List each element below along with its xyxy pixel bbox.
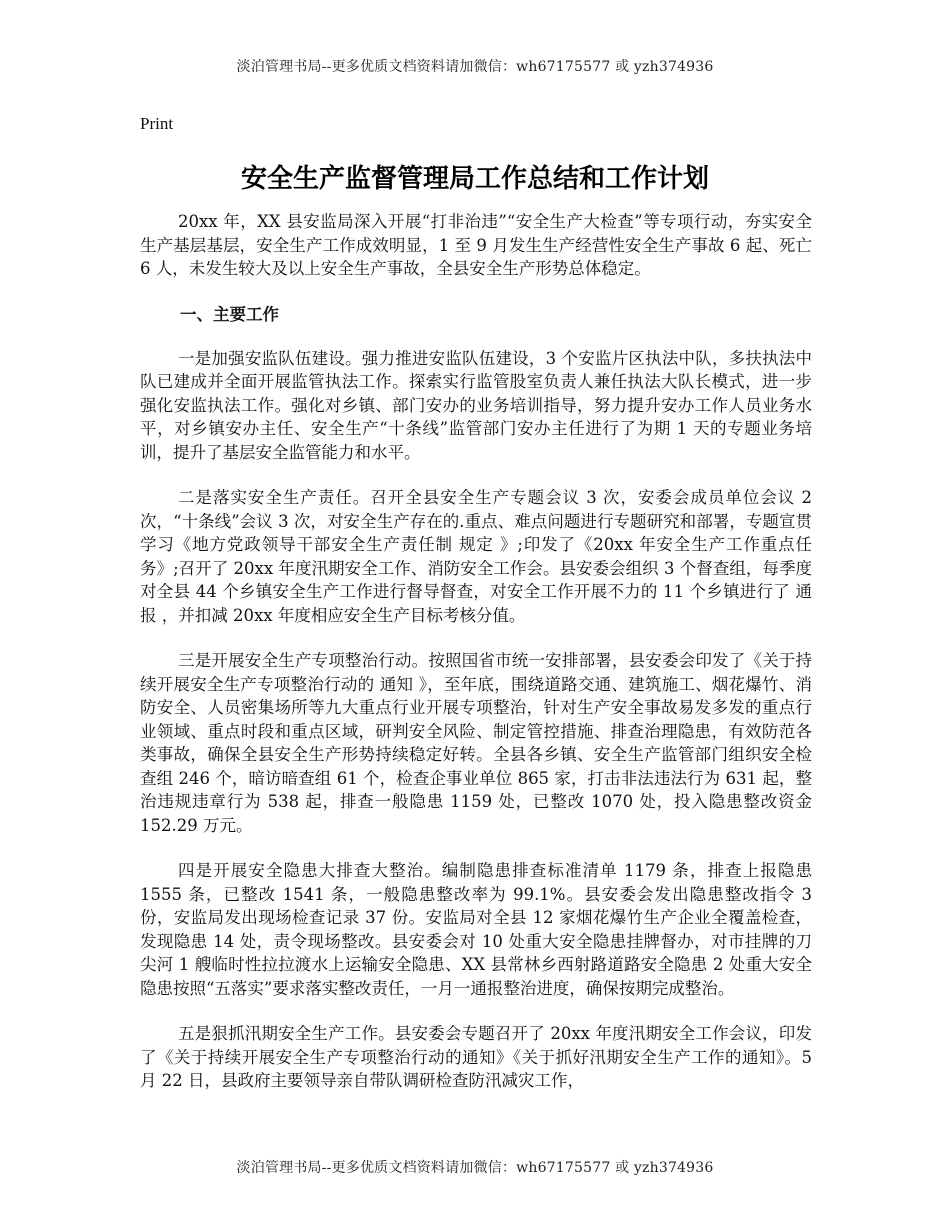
page-footer: 淡泊管理书局--更多优质文档资料请加微信：wh67175577 或 yzh374936 bbox=[236, 1160, 714, 1176]
document-title: 安全生产监督管理局工作总结和工作计划 bbox=[240, 164, 709, 194]
document-body bbox=[140, 210, 812, 1115]
paragraph-1: 一是加强安监队伍建设。强力推进安监队伍建设，3 个安监片区执法中队，多扶执法中队已建成并全面开展监管执法工作。探索实行监管股室负责人兼任执法大队长模式，进一步强化安监执法工作。强化对乡镇、部门安办的业务培训指导，努力提升安办工作人员业务水平，对乡镇安办主任、安全生产“十条线”监管部门安办主任进行了为期 1 天的专题业务培训，提升了基层安全监管能力和水平。 bbox=[140, 348, 812, 462]
paragraph-4: 四是开展安全隐患大排查大整治。编制隐患排查标准清单 1179 条，排查上报隐患 1555 条，已整改 1541 条，一般隐患整改率为 99.1%。县安委会发出隐患整改指令 3 份，安监局发出现场检查记录 37 份。安监局对全县 12 家烟花爆竹生产企业全覆盖检查，发现隐患 14 处，责令现场整改。县安委会对 10 处重大安全隐患挂牌督办，对市挂牌的刀尖河 1 艘临时性拉拉渡水上运输安全隐患、XX 县常林乡西射路道路安全隐患 2 处重大安全隐患按照“五落实”要求落实整改责任，一月一通报整治进度，确保按期完成整治。 bbox=[140, 861, 812, 998]
paragraph-2: 二是落实安全生产责任。召开全县安全生产专题会议 3 次，安委会成员单位会议 2 次，“十条线”会议 3 次，对安全生产存在的.重点、难点问题进行专题研究和部署，专题宣贯学习《地方党政领导干部安全生产责任制 规定 》;印发了《20xx 年安全生产工作重点任务》;召开了 20xx 年度汛期安全工作、消防安全工作会。县安委会组织 3 个督查组，每季度对全县 44 个乡镇安全生产工作进行督导督查，对安全工作开展不力的 11 个乡镇进行了 通报 ，并扣减 20xx 年度相应安全生产目标考核分值。 bbox=[140, 488, 812, 625]
section-heading: 一、主要工作 bbox=[180, 304, 279, 324]
print-label: Print bbox=[140, 114, 174, 133]
intro-paragraph: 20xx 年，XX 县安监局深入开展“打非治违”“安全生产大检查”等专项行动，夯实安全生产基层基层，安全生产工作成效明显，1 至 9 月发生生产经营性安全生产事故 6 起、死亡 6 人，未发生较大及以上安全生产事故，全县安全生产形势总体稳定。 bbox=[140, 212, 812, 278]
paragraph-3: 三是开展安全生产专项整治行动。按照国省市统一安排部署，县安委会印发了《关于持续开展安全生产专项整治行动的 通知 》，至年底，围绕道路交通、建筑施工、烟花爆竹、消防安全、人员密集场所等九大重点行业开展专项整治，针对生产安全事故易发多发的重点行业领域、重点时段和重点区域，研判安全风险、制定管控措施、排查治理隐患，有效防范各类事故，确保全县安全生产形势持续稳定好转。全县各乡镇、安全生产监管部门组织安全检查组 246 个，暗访暗查组 61 个，检查企事业单位 865 家，打击非法违法行为 631 起，整治违规违章行为 538 起，排查一般隐患 1159 处，已整改 1070 处，投入隐患整改资金 152.29 万元。 bbox=[140, 651, 812, 835]
paragraph-5: 五是狠抓汛期安全生产工作。县安委会专题召开了 20xx 年度汛期安全工作会议，印发了《关于持续开展安全生产专项整治行动的通知》《关于抓好汛期安全生产工作的通知》。5 月 22 日，县政府主要领导亲自带队调研检查防汛减灾工作， bbox=[140, 1024, 812, 1090]
page-header: 淡泊管理书局--更多优质文档资料请加微信：wh67175577 或 yzh374936 bbox=[236, 59, 714, 75]
